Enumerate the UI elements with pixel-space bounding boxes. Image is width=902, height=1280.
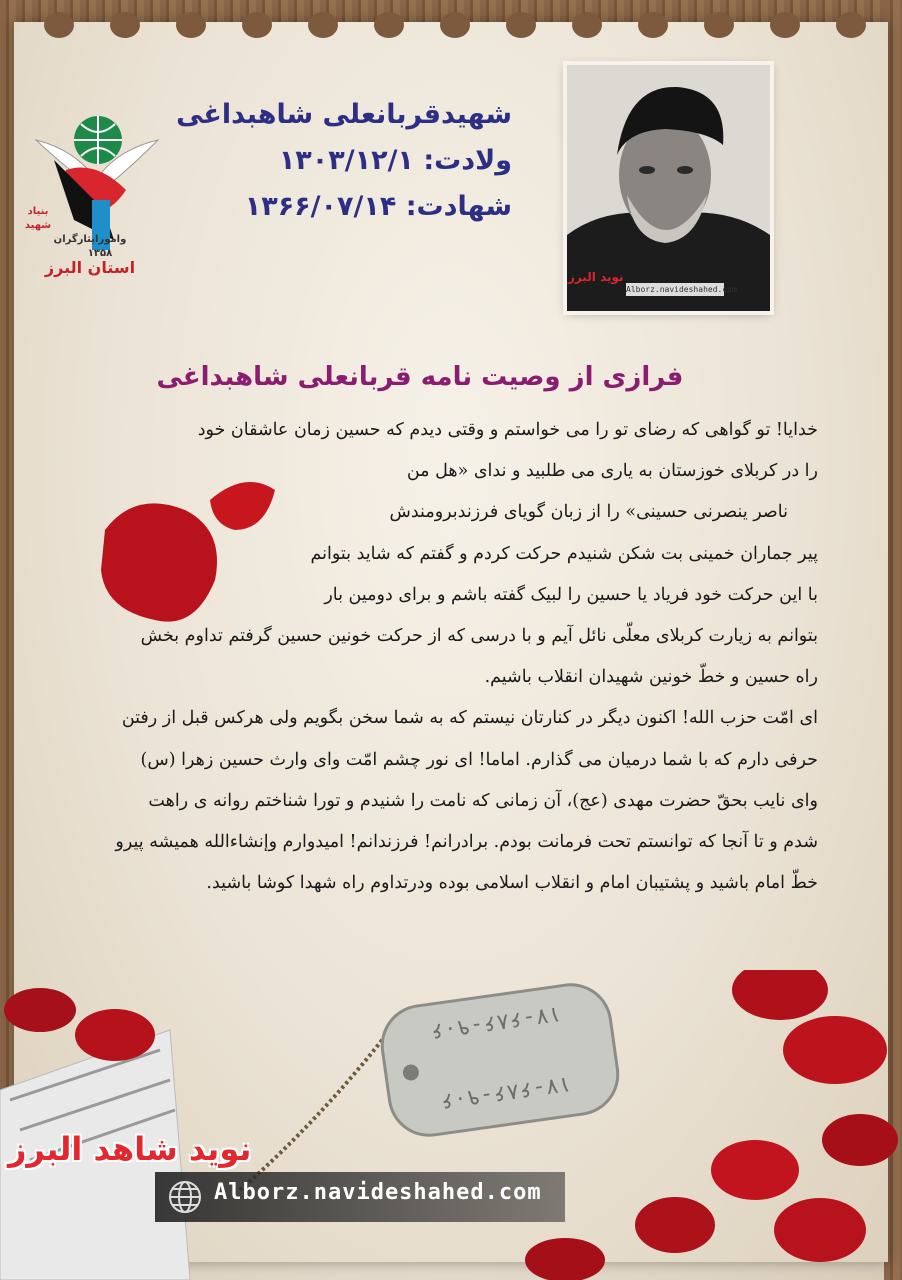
will-line: را در کربلای خوزستان به یاری می طلبید و ندای «هل من [406, 461, 818, 482]
paper-hole [110, 12, 140, 38]
foundation-year: ۱۳۵۸ [87, 248, 113, 259]
paper-hole [308, 12, 338, 38]
paper-hole [506, 12, 536, 38]
paper-hole [704, 12, 734, 38]
paper-hole [242, 12, 272, 38]
section-title: فرازی از وصیت نامه قربانعلی شاهبداغی [156, 362, 684, 392]
globe-icon [168, 1180, 202, 1214]
dog-tag-line-2: ۱۷-۶۸۶-۹۰۶ [438, 1070, 574, 1115]
will-line: شدم و تا آنجا که توانستم تحت فرمانت بودم. برادرانم! فرزندانم! امیدوارم وإنشاءالله همیشه پیرو [115, 831, 818, 852]
will-line: حرفی دارم که با شما درمیان می گذارم. اماما! ای نور چشم امّت وای وارث حسین زهرا (س) [140, 749, 818, 770]
paper-hole [572, 12, 602, 38]
martyrdom-date: شهادت: ۱۳۶۶/۰۷/۱۴ [244, 191, 512, 222]
paper-hole [770, 12, 800, 38]
will-line: با این حرکت خود فریاد یا حسین را لبیک گفته باشم و برای دومین بار [324, 584, 818, 605]
province-label: استان البرز [44, 258, 136, 277]
paper-hole [440, 12, 470, 38]
foundation-name-1: بنیاد [27, 206, 49, 217]
martyr-name: شهیدقربانعلی شاهبداغی [176, 99, 512, 130]
will-line: بتوانم به زیارت کربلای معلّی نائل آیم و با درسی که از حرکت خونین حسین گرفتم تداوم بخش [140, 625, 818, 646]
dog-tag-line-1: ۱۷-۶۸۶-۹۰۶ [428, 1000, 564, 1045]
will-line: راه حسین و خطّ خونین شهیدان انقلاب باشیم. [484, 667, 818, 688]
birth-date: ولادت: ۱۳۰۳/۱۲/۱ [278, 145, 512, 176]
paper-hole [638, 12, 668, 38]
photo-watermark-url: Alborz.navideshahed.com [626, 285, 737, 294]
paper-hole [44, 12, 74, 38]
will-text [28, 410, 818, 904]
will-line: خطّ امام باشید و پشتیبان امام و انقلاب اسلامی بوده ودرتداوم راه شهدا کوشا باشید. [206, 873, 818, 894]
martyr-info [176, 92, 512, 230]
foundation-name-2: شهید [24, 220, 52, 231]
will-line: وای نایب بحقّ حضرت مهدی (عج)، آن زمانی که نامت را شنیدم و تورا شناختم روانه ی راهت [148, 790, 818, 811]
will-line: پیر جماران خمینی بت شکن شنیدم حرکت کردم و گفتم که شاید بتوانم [310, 543, 818, 564]
foundation-name-3: وامورایثارگران [53, 234, 127, 245]
will-line: خدایا! تو گواهی که رضای تو را می خواستم و وقتی دیدم که حسین زمان عاشقان خود [197, 420, 818, 440]
paper-hole [374, 12, 404, 38]
photo-watermark-logo: نوید البرز [568, 270, 624, 284]
paper-hole [836, 12, 866, 38]
website-url[interactable]: Alborz.navideshahed.com [214, 1180, 542, 1205]
paper-hole [176, 12, 206, 38]
brand-logo-text: نوید شاهد البرز [8, 1130, 252, 1168]
will-line: ناصر ینصرنی حسینی» را از زبان گویای فرزندبرومندش [389, 502, 788, 523]
will-line: ای امّت حزب الله! اکنون دیگر در کنارتان نیستم که به شما سخن بگویم ولی هرکس قبل از رفتن [121, 708, 818, 729]
